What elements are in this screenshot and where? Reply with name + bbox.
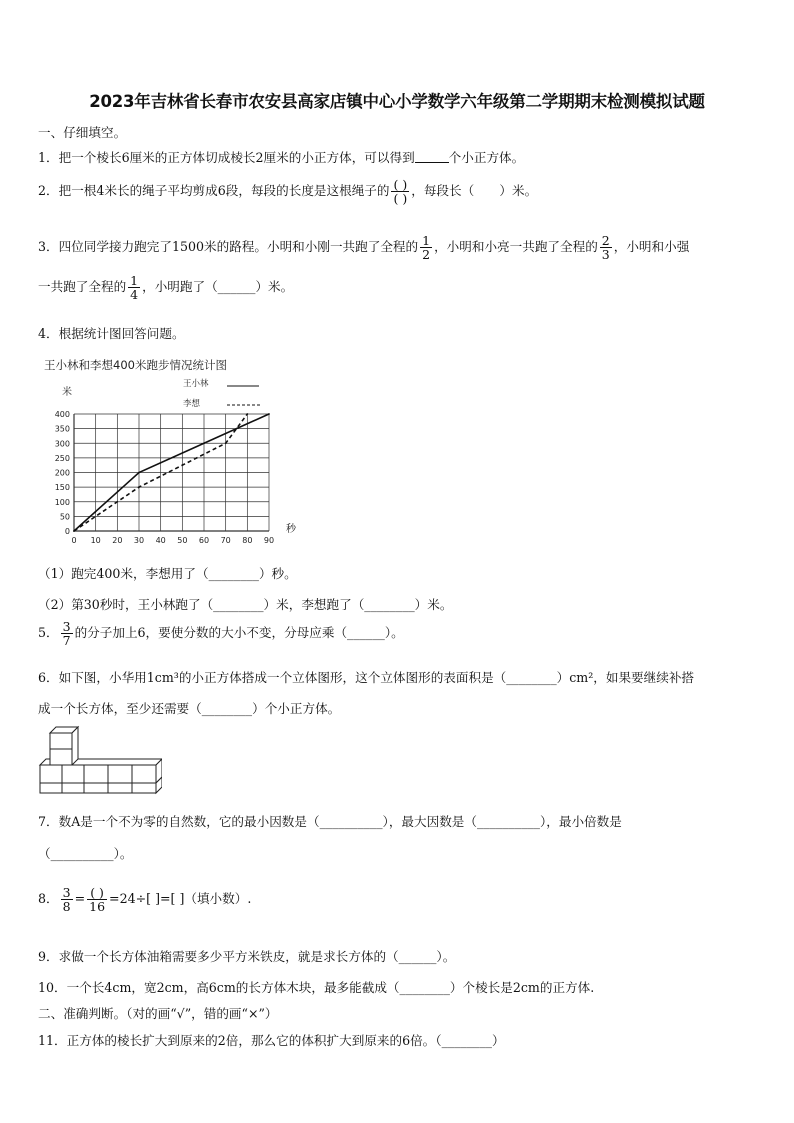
question-10: 10．一个长4cm，宽2cm，高6cm的长方体木块，最多能截成（________）个棱长是2cm的正方体. — [38, 980, 595, 995]
legend-label-wang: 王小林 — [183, 379, 209, 389]
question-1 — [38, 147, 524, 166]
q5-numerator: 3 — [62, 619, 71, 634]
question-4-sub-1: （1）跑完400米，李想用了（________）秒。 — [38, 566, 297, 581]
q8-fraction-2[interactable] — [87, 886, 107, 913]
question-11: 11．正方体的棱长扩大到原来的2倍，那么它的体积扩大到原来的6倍。（________） — [38, 1033, 505, 1048]
q8-f1-denominator: 8 — [62, 899, 71, 915]
question-9: 9．求做一个长方体油箱需要多少平方米铁皮，就是求长方体的（______）。 — [38, 949, 456, 964]
x-tick-label: 30 — [133, 536, 145, 545]
q2-text: 2．把一根4米长的绳子平均剪成6段，每段的长度是这根绳子的 — [38, 183, 390, 199]
y-tick-label: 200 — [54, 468, 70, 478]
series-point — [268, 413, 270, 415]
question-3-line-2 — [38, 274, 293, 301]
y-tick-label: 350 — [54, 424, 70, 434]
q8-number: 8． — [38, 891, 59, 907]
q3-text-d: 一共跑了全程的 — [38, 279, 127, 295]
x-tick-label: 60 — [198, 536, 210, 545]
question-5 — [38, 620, 404, 647]
question-4-sub-2: （2）第30秒时，王小林跑了（________）米，李想跑了（________）米。 — [38, 597, 453, 612]
q5-text: 的分子加上6，要使分数的大小不变，分母应乘（______）。 — [74, 625, 404, 641]
q5-denominator: 7 — [62, 633, 71, 649]
q2-denominator: ( ) — [393, 191, 408, 207]
section-2-heading: 二、准确判断。（对的画“√”，错的画“×”） — [38, 1006, 278, 1021]
q3-fraction-2 — [600, 234, 612, 261]
q8-equals: = — [74, 891, 86, 907]
q5-fraction — [61, 620, 73, 647]
y-tick-label: 400 — [54, 410, 70, 419]
q2-numerator: ( ) — [393, 177, 408, 192]
q3-fraction-1 — [420, 234, 432, 261]
q3-fraction-3 — [128, 274, 140, 301]
q8-text: =24÷[ ]=[ ]（填小数）. — [109, 891, 252, 907]
q8-f2-denominator: 16 — [89, 899, 106, 915]
q3-text-b: ，小明和小亮一共跑了全程的 — [434, 239, 598, 255]
q3-f2-numerator: 2 — [601, 233, 610, 248]
chart-title: 王小林和李想400米跑步情况统计图 — [44, 358, 227, 372]
legend-label-li: 李想 — [183, 399, 201, 409]
q3-f3-numerator: 1 — [130, 273, 139, 288]
q3-f1-numerator: 1 — [422, 233, 431, 248]
cube-figure — [38, 725, 162, 795]
y-tick-label: 300 — [54, 439, 70, 449]
q3-text-e: ，小明跑了（______）米。 — [142, 279, 294, 295]
x-tick-label: 80 — [242, 536, 253, 545]
q3-f3-denominator: 4 — [130, 287, 139, 303]
x-tick-label: 0 — [71, 536, 77, 545]
q8-fraction-1 — [61, 886, 73, 913]
x-tick-label: 90 — [263, 536, 275, 545]
y-tick-label: 0 — [64, 527, 70, 536]
x-axis-label: 秒 — [286, 524, 296, 535]
q8-f1-numerator: 3 — [62, 885, 71, 900]
x-tick-label: 50 — [177, 536, 188, 545]
x-tick-label: 10 — [90, 536, 101, 545]
question-7-line-1: 7．数A是一个不为零的自然数，它的最小因数是（__________），最大因数是（__________），最小倍数是 — [38, 814, 622, 829]
q5-number: 5． — [38, 625, 59, 641]
y-tick-label: 250 — [54, 453, 70, 463]
q3-text-c: ，小明和小强 — [613, 239, 690, 255]
section-1-heading: 一、仔细填空。 — [38, 125, 127, 140]
series-point — [203, 442, 205, 444]
series-point — [246, 413, 248, 415]
series-point — [138, 486, 140, 488]
question-8 — [38, 886, 251, 913]
q2-suffix: ，每段长（ ）米。 — [411, 183, 538, 199]
y-tick-label: 150 — [54, 483, 70, 493]
q3-text-a: 3．四位同学接力跑完了1500米的路程。小明和小刚一共跑了全程的 — [38, 239, 419, 255]
q3-f1-denominator: 2 — [422, 247, 431, 263]
x-tick-label: 40 — [155, 536, 166, 545]
y-tick-label: 100 — [54, 497, 70, 507]
question-6-line-1: 6．如下图，小华用1cm³的小正方体搭成一个立体图形，这个立体图形的表面积是（________）cm²，如果要继续补搭 — [38, 670, 695, 685]
series-point — [138, 472, 140, 474]
q1-text: 1．把一个棱长6厘米的正方体切成棱长2厘米的小正方体，可以得到 — [38, 150, 415, 165]
y-axis-label: 米 — [62, 387, 72, 398]
question-6-line-2: 成一个长方体，至少还需要（________）个小正方体。 — [38, 701, 341, 716]
x-tick-label: 20 — [112, 536, 123, 545]
series-point — [225, 442, 227, 444]
question-7-line-2: （__________）。 — [38, 846, 133, 861]
q2-fraction[interactable] — [391, 178, 409, 205]
q8-f2-numerator: ( ) — [87, 886, 107, 900]
q3-f2-denominator: 3 — [601, 247, 610, 263]
page-title: 2023年吉林省长春市农安县高家店镇中心小学数学六年级第二学期期末检测模拟试题 — [89, 92, 705, 111]
line-chart — [40, 356, 340, 546]
x-tick-label: 70 — [220, 536, 231, 545]
q1-blank[interactable] — [415, 150, 449, 163]
question-4: 4．根据统计图回答问题。 — [38, 326, 185, 341]
chart-grid — [74, 414, 269, 531]
series-point — [73, 530, 75, 532]
chart-ticks — [55, 410, 274, 545]
q1-suffix: 个小正方体。 — [448, 150, 525, 165]
y-tick-label: 50 — [59, 512, 70, 522]
question-2 — [38, 178, 537, 205]
question-3-line-1 — [38, 234, 689, 261]
